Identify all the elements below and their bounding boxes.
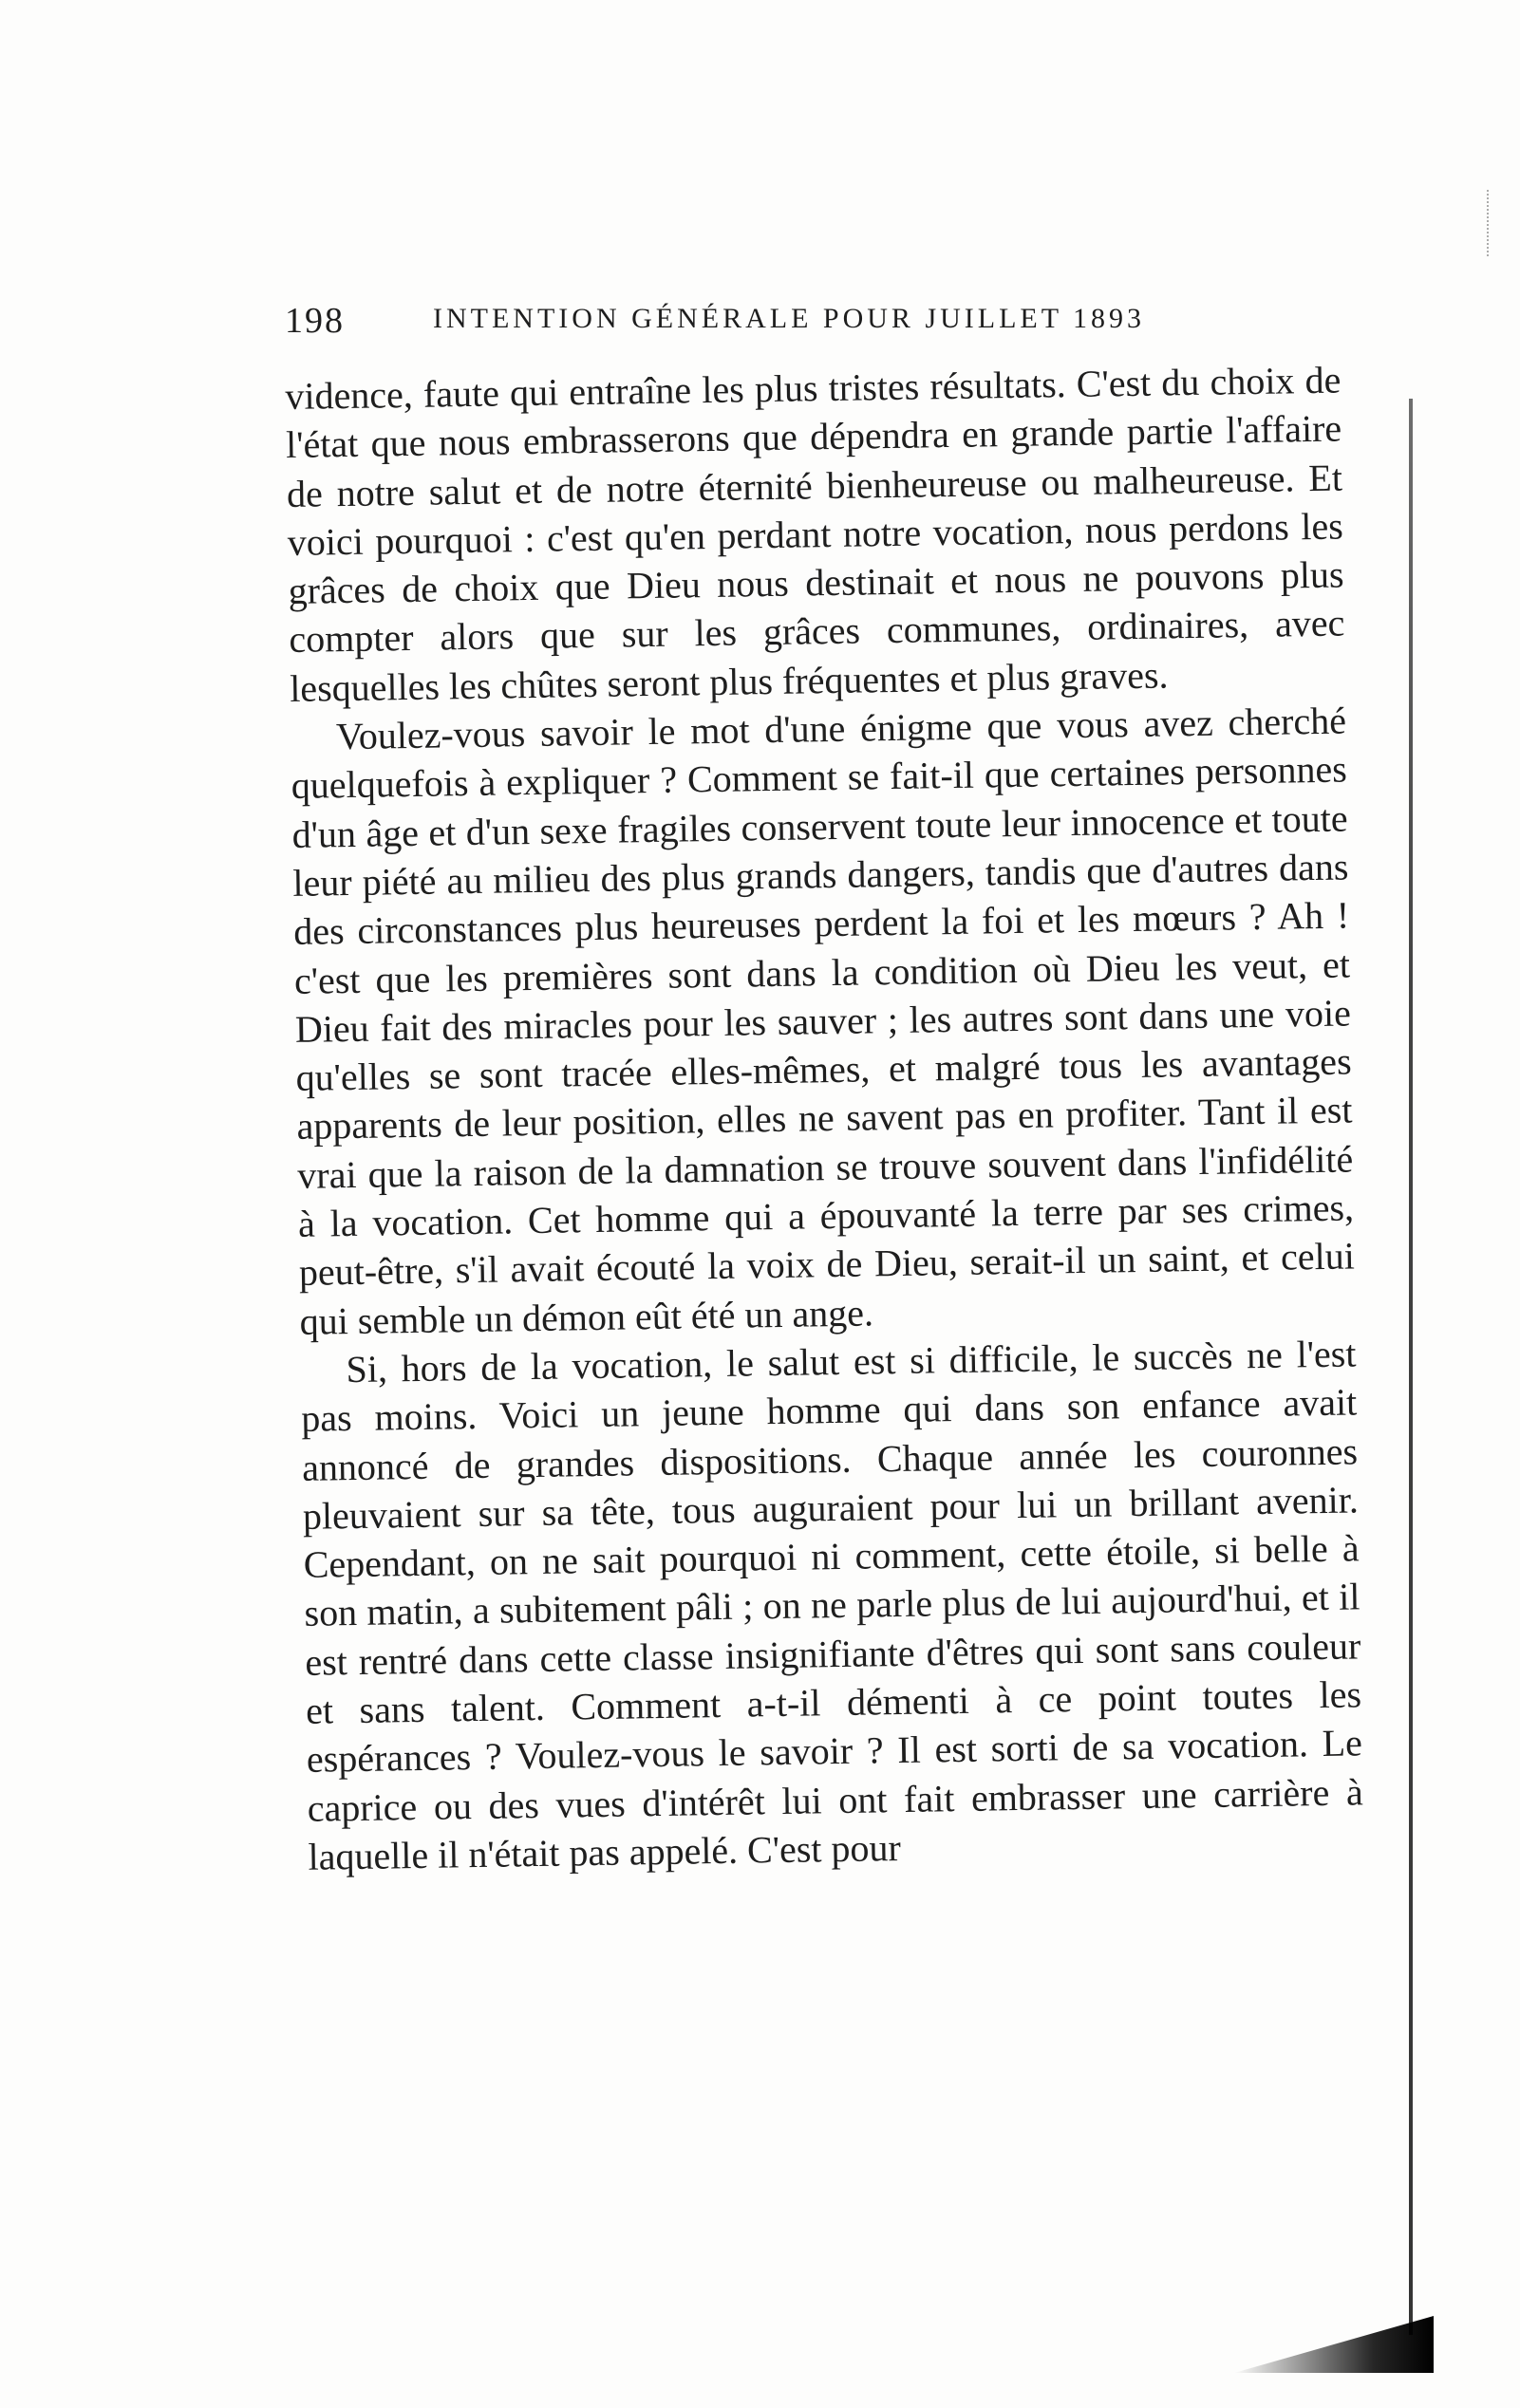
paragraph-2: Voulez-vous savoir le mot d'une énigme que vous avez cherché quelquefois à expliquer ? Comment se fait-il que certaines personnes d'un âge et d'un sexe fragiles conservent toute leur innocence et toute leur piété au milieu des plus grands dangers, tandis que d'autres dans des circonstances plus heureuses perdent la foi et les mœurs ? Ah ! c'est que les premières sont dans la condition où Dieu les veut, et Dieu fait des miracles pour les sauver ; les autres sont dans une voie qu'elles se sont tracée elles-mêmes, et malgré tous les avantages apparents de leur position, elles ne savent pas en profiter. Tant il est vrai que la raison de la damnation se trouve souvent dans l'infidélité à la vocation. Cet homme qui a épouvanté la terre par ses crimes, peut-être, s'il avait écouté la voix de Dieu, serait-il un saint, et celui qui semble un démon eût été un ange. (291, 699, 1356, 1343)
paragraph-3: Si, hors de la vocation, le salut est si difficile, le succès ne l'est pas moins. Voici un jeune homme qui dans son enfance avait annoncé de grandes dispositions. Chaque année les couronnes pleuvaient sur sa tête, tous auguraient pour lui un brillant avenir. Cependant, on ne sait pourquoi ni comment, cette étoile, si belle à son matin, a subitement pâli ; on ne parle plus de lui aujourd'hui, et il est rentré dans cette classe insignifiante d'êtres qui sont sans couleur et sans talent. Comment a-t-il démenti à ce point toutes les espérances ? Voulez-vous le savoir ? Il est sorti de sa vocation. Le caprice ou des vues d'intérêt lui ont fait embrasser une carrière à laquelle il n'était pas appelé. C'est pour (300, 1332, 1363, 1878)
page-corner-shadow (1234, 2316, 1434, 2373)
margin-speckles (1487, 190, 1494, 256)
page-edge-line (1409, 399, 1413, 2335)
paragraph-1: vidence, faute qui entraîne les plus tristes résultats. C'est du choix de l'état que nous embrasserons que dépendra en grande partie l'affaire de notre salut et de notre éternité bienheureuse ou malheureuse. Et voici pourquoi : c'est qu'en perdant notre vocation, nous perdons les grâces de choix que Dieu nous destinait et nous ne pouvons plus compter alors que sur les grâces communes, ordinaires, avec lesquelles les chûtes seront plus fréquentes et plus graves. (285, 358, 1345, 710)
page-number: 198 (285, 301, 345, 341)
body-text (285, 356, 1364, 1881)
running-title: INTENTION GÉNÉRALE POUR JUILLET 1893 (433, 303, 1146, 334)
running-head (285, 300, 1196, 347)
